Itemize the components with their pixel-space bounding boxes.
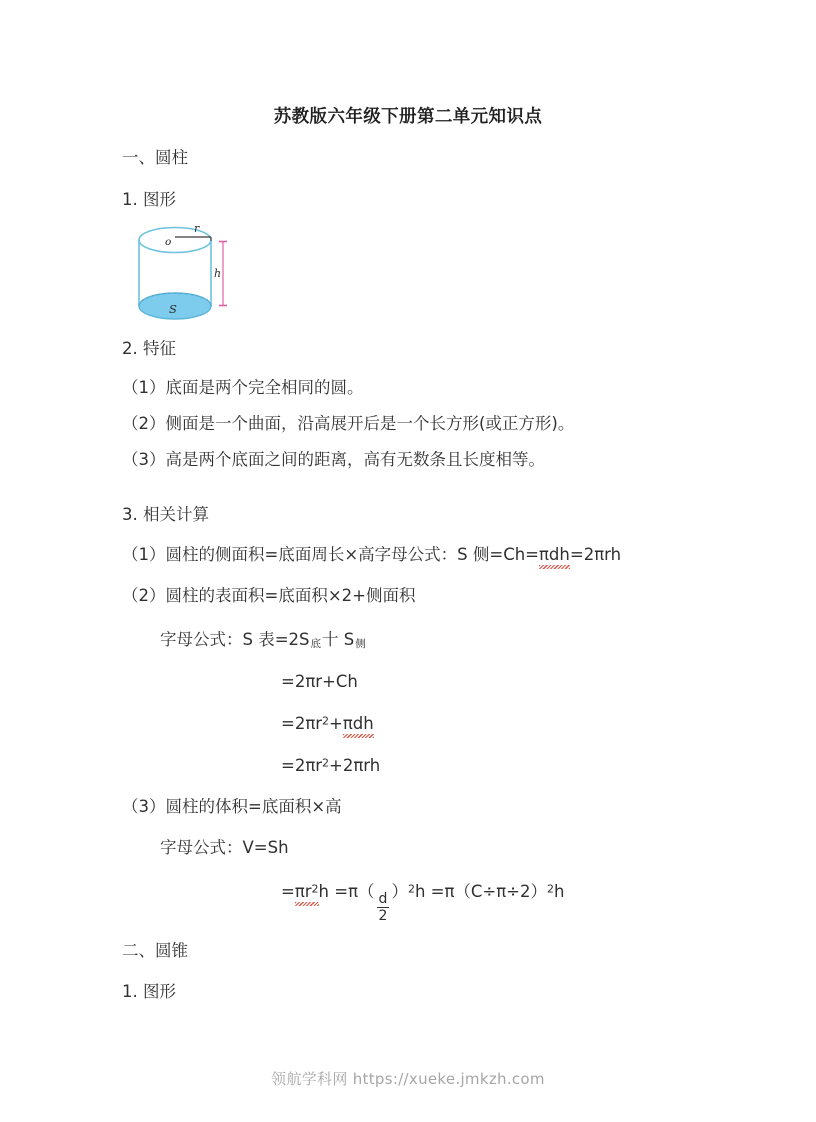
calc-lateral-area-misspelled: πdh bbox=[539, 545, 570, 564]
label-base-area: S bbox=[169, 302, 177, 316]
label-radius: r bbox=[194, 222, 200, 235]
calc-lateral-area-suffix: =2πrh bbox=[569, 545, 622, 564]
feature-item-3: （3）高是两个底面之间的距离，高有无数条且长度相等。 bbox=[122, 450, 545, 469]
volume-formula-label: 字母公式：V=Sh bbox=[160, 838, 289, 857]
volume-exponent-2: 2 bbox=[407, 882, 415, 896]
feature-item-2: （2）侧面是一个曲面，沿高展开后是一个长方形(或正方形)。 bbox=[122, 414, 575, 433]
surface-formula-mid: 十 S bbox=[322, 630, 355, 649]
volume-suffix: h =π（ bbox=[318, 882, 375, 901]
surface-formula-label: 字母公式：S 表=2S bbox=[160, 630, 310, 649]
volume-exponent-3: 2 bbox=[547, 882, 555, 896]
fraction-numerator: d bbox=[378, 890, 388, 907]
fraction-d-over-2 bbox=[377, 892, 390, 923]
surface-line-4-a: =2πr bbox=[281, 756, 323, 775]
subheading-cone-figure: 1. 图形 bbox=[122, 982, 176, 1001]
volume-line-b: ） bbox=[391, 882, 408, 901]
surface-line-3-b: + bbox=[329, 714, 343, 733]
surface-formula-line-4 bbox=[281, 756, 380, 776]
cylinder-diagram bbox=[130, 218, 240, 333]
volume-line-c: h =π（C÷π÷2） bbox=[414, 882, 548, 901]
volume-misspelled bbox=[295, 882, 319, 902]
calc-lateral-area-prefix: （1）圆柱的侧面积=底面周长×高字母公式：S 侧=Ch= bbox=[122, 545, 539, 564]
subheading-cylinder-calculations: 3. 相关计算 bbox=[122, 505, 209, 524]
feature-item-1: （1）底面是两个完全相同的圆。 bbox=[122, 378, 364, 397]
surface-line-3-misspelled: πdh bbox=[342, 714, 374, 733]
volume-pi-r: πr bbox=[294, 882, 312, 901]
calc-volume: （3）圆柱的体积=底面积×高 bbox=[122, 797, 342, 816]
surface-formula-line-1 bbox=[160, 630, 367, 650]
calc-surface-area: （2）圆柱的表面积=底面积×2+侧面积 bbox=[122, 586, 416, 605]
label-height: h bbox=[214, 267, 222, 280]
page-title: 苏教版六年级下册第二单元知识点 bbox=[273, 107, 543, 127]
label-center: o bbox=[165, 236, 172, 248]
surface-line-4-exponent: 2 bbox=[322, 756, 330, 770]
subheading-cylinder-features: 2. 特征 bbox=[122, 339, 176, 358]
volume-exponent-1: 2 bbox=[311, 882, 319, 896]
volume-line-d: h bbox=[554, 882, 565, 901]
surface-formula-line-2: =2πr+Ch bbox=[281, 672, 358, 691]
section-heading-cylinder: 一、圆柱 bbox=[122, 148, 188, 167]
surface-line-3-a: =2πr bbox=[281, 714, 323, 733]
surface-line-3-exponent: 2 bbox=[322, 714, 330, 728]
section-heading-cone: 二、圆锥 bbox=[122, 941, 188, 960]
surface-formula-sub-lateral: 侧 bbox=[355, 637, 366, 650]
surface-formula-sub-base: 底 bbox=[310, 637, 322, 650]
surface-line-4-b: +2πrh bbox=[329, 756, 381, 775]
volume-formula-expansion bbox=[281, 882, 564, 923]
fraction-denominator: 2 bbox=[378, 907, 388, 924]
surface-formula-line-3 bbox=[281, 714, 374, 734]
subheading-cylinder-figure: 1. 图形 bbox=[122, 190, 176, 209]
watermark: 领航学科网 https://xueke.jmkzh.com bbox=[271, 1070, 545, 1088]
calc-lateral-area bbox=[122, 545, 621, 565]
volume-prefix: = bbox=[281, 882, 295, 901]
